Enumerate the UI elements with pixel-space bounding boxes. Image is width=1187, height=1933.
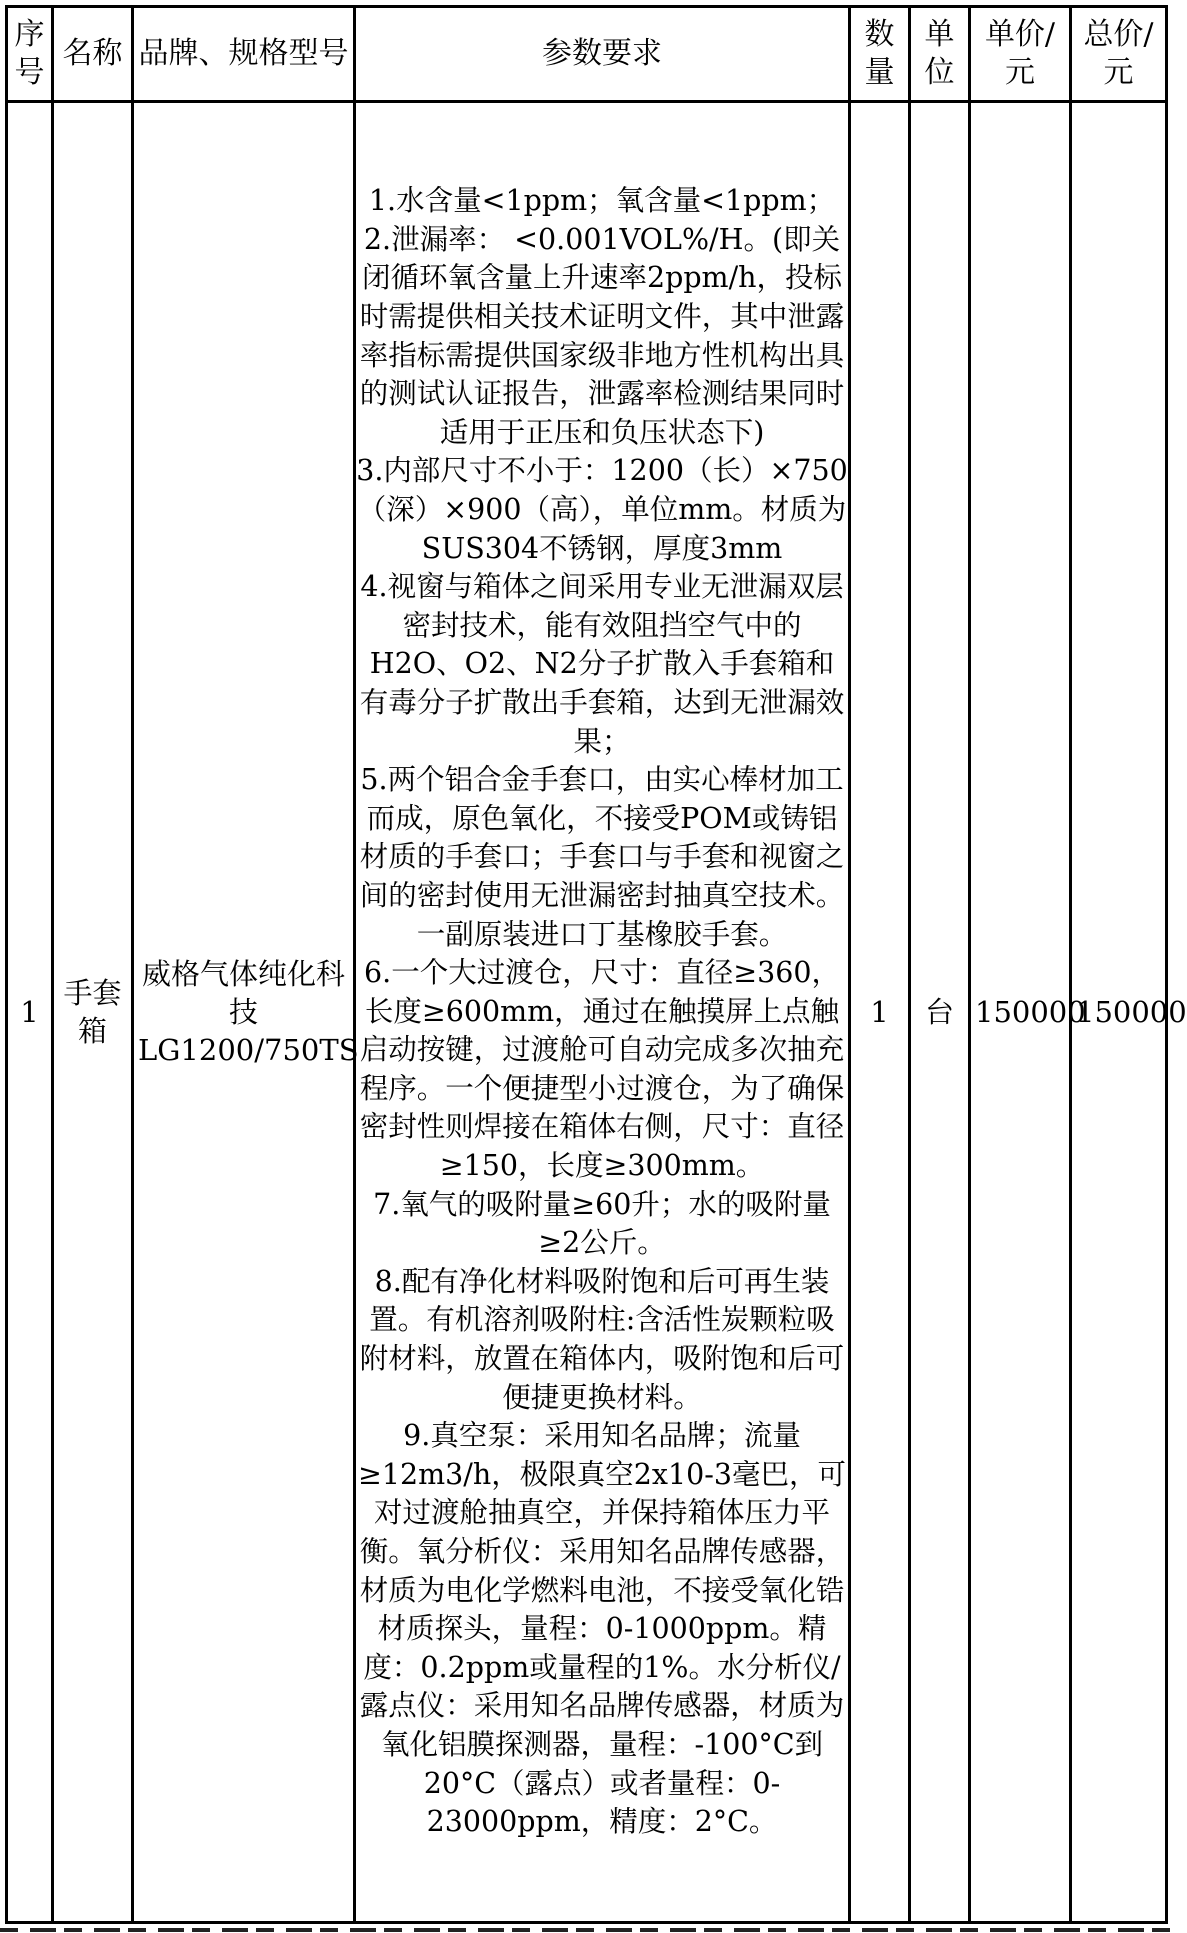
header-total-price: 总价/元	[1071, 7, 1167, 102]
header-name: 名称	[53, 7, 133, 102]
header-index: 序号	[7, 7, 53, 102]
param-item-4: 4.视窗与箱体之间采用专业无泄漏双层密封技术，能有效阻挡空气中的H2O、O2、N2分子扩散入手套箱和有毒分子扩散出手套箱，达到无泄漏效果；	[359, 570, 845, 758]
param-item-6: 6.一个大过渡仓，尺寸：直径≥360，长度≥600mm，通过在触摸屏上点触启动按键，过渡舱可自动完成多次抽充程序。一个便捷型小过渡仓，为了确保密封性则焊接在箱体右侧，尺寸：直径≥150，长度≥300mm。	[359, 956, 845, 1183]
header-params: 参数要求	[355, 7, 850, 102]
row-quantity: 1	[850, 102, 910, 1923]
param-item-3: 3.内部尺寸不小于：1200（长）×750（深）×900（高），单位mm。材质为SUS304不锈钢，厚度3mm	[356, 454, 848, 565]
row-unit-price: 150000	[970, 102, 1071, 1923]
header-quantity: 数量	[850, 7, 910, 102]
row-total-price: 150000	[1071, 102, 1167, 1923]
procurement-spec-table	[5, 5, 1187, 1924]
row-unit: 台	[910, 102, 970, 1923]
param-item-1: 1.水含量<1ppm；氧含量<1ppm；	[368, 184, 836, 218]
header-unit-price: 单价/元	[970, 7, 1071, 102]
param-item-5: 5.两个铝合金手套口，由实心棒材加工而成，原色氧化，不接受POM或铸铝材质的手套口；手套口与手套和视窗之间的密封使用无泄漏密封抽真空技术。一副原装进口丁基橡胶手套。	[359, 763, 845, 951]
row-index: 1	[7, 102, 53, 1923]
row-params	[355, 102, 850, 1923]
row-name: 手套箱	[53, 102, 133, 1923]
param-item-7: 7.氧气的吸附量≥60升；水的吸附量≥2公斤。	[373, 1187, 831, 1260]
row-brand-model: 威格气体纯化科技LG1200/750TS	[133, 102, 355, 1923]
page-cut-edge	[0, 1925, 1170, 1933]
header-unit: 单位	[910, 7, 970, 102]
header-row	[7, 7, 1167, 102]
param-item-9: 9.真空泵：采用知名品牌；流量≥12m3/h，极限真空2x10-3毫巴，可对过渡舱抽真空，并保持箱体压力平衡。氧分析仪：采用知名品牌传感器，材质为电化学燃料电池，不接受氧化锆材质探头，量程：0-1000ppm。精度：0.2ppm或量程的1%。水分析仪/露点仪：采用知名品牌传感器，材质为氧化铝膜探测器，量程：-100°C到20°C（露点）或者量程：0-23000ppm，精度：2°C。	[358, 1419, 846, 1839]
param-item-8: 8.配有净化材料吸附饱和后可再生装置。有机溶剂吸附柱:含活性炭颗粒吸附材料，放置在箱体内，吸附饱和后可便捷更换材料。	[359, 1264, 845, 1414]
param-item-2: 2.泄漏率： <0.001VOL%/H。(即关闭循环氧含量上升速率2ppm/h，投标时需提供相关技术证明文件，其中泄露率指标需提供国家级非地方性机构出具的测试认证报告，泄露率检测结果同时适用于正压和负压状态下)	[359, 222, 845, 449]
header-brand-model: 品牌、规格型号	[133, 7, 355, 102]
table-row	[7, 102, 1167, 1923]
